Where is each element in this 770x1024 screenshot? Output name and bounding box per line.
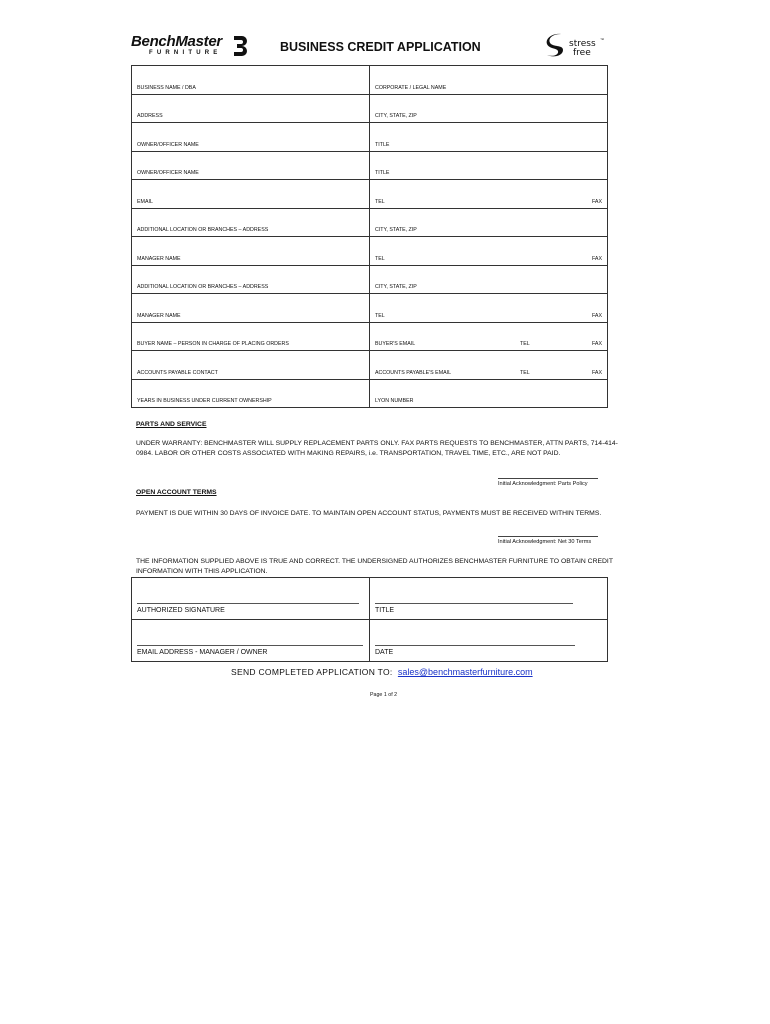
field-label: LYON NUMBER — [375, 398, 414, 404]
stress-free-logo — [543, 31, 613, 61]
signature-table — [131, 577, 608, 662]
field-label-fax: FAX — [591, 312, 602, 319]
field-label: MANAGER NAME — [137, 255, 181, 262]
field-label: CORPORATE / LEGAL NAME — [375, 84, 447, 91]
form-cell-left[interactable] — [132, 208, 370, 237]
field-label: ADDITIONAL LOCATION OR BRANCHES – ADDRESS — [137, 284, 269, 290]
page-number: Page 1 of 2 — [370, 692, 398, 698]
form-cell-right[interactable] — [370, 66, 608, 95]
field-label-tel: TEL — [520, 341, 530, 347]
document-title: BUSINESS CREDIT APPLICATION — [280, 40, 481, 54]
field-label: TEL — [375, 312, 385, 319]
field-label: TITLE — [375, 170, 390, 176]
table-row — [132, 237, 608, 266]
send-instructions — [231, 667, 533, 677]
table-row — [132, 208, 608, 237]
sales-email-link[interactable]: sales@benchmasterfurniture.com — [397, 667, 533, 677]
field-label: BUSINESS NAME / DBA — [137, 84, 196, 91]
form-cell-right[interactable] — [370, 180, 608, 209]
field-label-tel: TEL — [520, 369, 530, 376]
field-label: ACCOUNTS PAYABLE CONTACT — [137, 369, 218, 376]
form-cell-left[interactable] — [132, 322, 370, 351]
parts-service-text: UNDER WARRANTY: BENCHMASTER WILL SUPPLY REPLACEMENT PARTS ONLY. FAX PARTS REQUESTS TO BENCHMASTER, ATTN PARTS, 714-414-0984. LABOR OR OTHER COSTS ASSOCIATED WITH MAKING REPAIRS, i.e. TRANSPORTATION, TRAVEL TIME, ETC., ARE NOT PAID. — [136, 440, 618, 457]
field-label-fax: FAX — [591, 198, 602, 205]
form-cell-right[interactable] — [370, 351, 608, 380]
field-label-fax: FAX — [591, 369, 602, 376]
form-cell-left[interactable] — [132, 379, 370, 408]
form-cell-right[interactable] — [370, 123, 608, 152]
form-cell-left[interactable] — [132, 294, 370, 323]
field-label: TITLE — [375, 141, 390, 148]
date-cell[interactable] — [370, 620, 608, 662]
table-row — [132, 151, 608, 180]
terms-initial-line[interactable] — [498, 536, 598, 537]
stress-free-word1: stress — [569, 39, 596, 49]
field-label: TEL — [375, 255, 385, 262]
field-label: ADDRESS — [137, 113, 163, 119]
authorization-text: THE INFORMATION SUPPLIED ABOVE IS TRUE AND CORRECT. THE UNDERSIGNED AUTHORIZES BENCHMASTER FURNITURE TO OBTAIN CREDIT INFORMATION WITH THIS APPLICATION. — [136, 558, 613, 575]
parts-initial-line[interactable] — [498, 478, 598, 479]
signature-cell[interactable] — [132, 578, 370, 620]
field-label: MANAGER NAME — [137, 312, 181, 319]
field-label: TEL — [375, 198, 385, 205]
form-cell-left[interactable] — [132, 351, 370, 380]
benchmaster-logo — [131, 33, 251, 63]
form-cell-right[interactable] — [370, 322, 608, 351]
field-label: CITY, STATE, ZIP — [375, 284, 417, 290]
field-label: OWNER/OFFICER NAME — [137, 170, 199, 176]
table-row — [132, 123, 608, 152]
terms-ack-label: Initial Acknowledgment: Net 30 Terms — [498, 539, 592, 545]
table-row — [132, 265, 608, 294]
field-label-fax: FAX — [591, 341, 602, 347]
field-label: BUYER NAME – PERSON IN CHARGE OF PLACING ORDERS — [137, 341, 289, 347]
table-row — [132, 180, 608, 209]
form-cell-left[interactable] — [132, 94, 370, 123]
form-cell-left[interactable] — [132, 180, 370, 209]
table-row — [132, 66, 608, 95]
field-label: OWNER/OFFICER NAME — [137, 141, 199, 148]
stress-free-tm: ™ — [600, 37, 604, 42]
open-account-heading: OPEN ACCOUNT TERMS — [136, 489, 217, 496]
table-row — [132, 351, 608, 380]
email-cell[interactable] — [132, 620, 370, 662]
field-label: ADDITIONAL LOCATION OR BRANCHES – ADDRESS — [137, 227, 269, 233]
date-label: DATE — [375, 649, 394, 656]
stress-free-word2: free — [573, 48, 591, 58]
signature-label: AUTHORIZED SIGNATURE — [137, 607, 225, 614]
email-label: EMAIL ADDRESS - MANAGER / OWNER — [137, 649, 268, 656]
business-info-table — [131, 65, 608, 408]
field-label-fax: FAX — [591, 255, 602, 262]
form-cell-right[interactable] — [370, 208, 608, 237]
form-cell-left[interactable] — [132, 265, 370, 294]
table-row — [132, 294, 608, 323]
field-label: BUYER'S EMAIL — [375, 341, 416, 347]
title-label: TITLE — [375, 607, 395, 614]
form-cell-left[interactable] — [132, 66, 370, 95]
form-cell-right[interactable] — [370, 294, 608, 323]
field-label: CITY, STATE, ZIP — [375, 227, 417, 233]
form-cell-right[interactable] — [370, 379, 608, 408]
form-cell-left[interactable] — [132, 151, 370, 180]
logo-brand-name: BenchMaster — [131, 33, 222, 50]
form-cell-left[interactable] — [132, 123, 370, 152]
table-row — [132, 379, 608, 408]
send-label: SEND COMPLETED APPLICATION TO: — [231, 667, 393, 677]
field-label: EMAIL — [137, 198, 153, 205]
field-label: YEARS IN BUSINESS UNDER CURRENT OWNERSHIP — [137, 398, 272, 404]
form-cell-right[interactable] — [370, 94, 608, 123]
form-cell-right[interactable] — [370, 237, 608, 266]
table-row — [132, 322, 608, 351]
parts-ack-label: Initial Acknowledgment: Parts Policy — [498, 481, 588, 487]
benchmaster-mark-icon — [232, 34, 248, 58]
form-cell-right[interactable] — [370, 151, 608, 180]
field-label: ACCOUNTS PAYABLE'S EMAIL — [375, 369, 452, 376]
field-label: CITY, STATE, ZIP — [375, 113, 417, 119]
logo-brand-sub: FURNITURE — [149, 50, 222, 56]
title-cell[interactable] — [370, 578, 608, 620]
form-cell-right[interactable] — [370, 265, 608, 294]
open-account-text: PAYMENT IS DUE WITHIN 30 DAYS OF INVOICE DATE. TO MAINTAIN OPEN ACCOUNT STATUS, PAYMENTS MUST BE RECEIVED WITHIN TERMS. — [136, 510, 602, 517]
parts-service-heading: PARTS AND SERVICE — [136, 421, 207, 428]
table-row — [132, 94, 608, 123]
form-cell-left[interactable] — [132, 237, 370, 266]
